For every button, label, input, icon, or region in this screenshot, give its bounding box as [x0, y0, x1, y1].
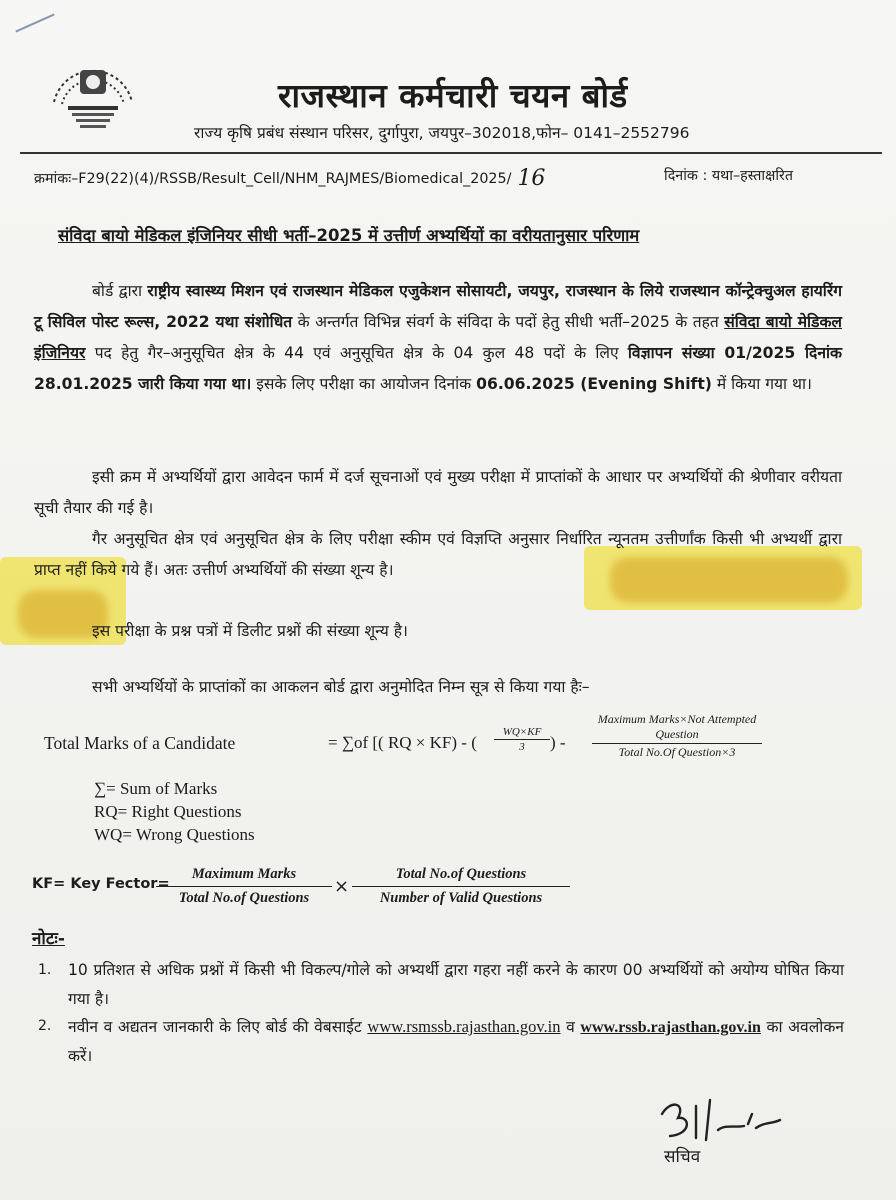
- legend-wq: WQ= Wrong Questions: [94, 825, 255, 844]
- kf1-numerator: Maximum Marks: [156, 866, 332, 887]
- paragraph-4: इस परीक्षा के प्रश्न पत्रों में डिलीट प्रश्नों की संख्या शून्य है।: [92, 622, 408, 640]
- para1-bold: राष्ट्रीय स्वास्थ्य मिशन एवं राजस्थान मेडिकल एजुकेशन सोसायटी, जयपुर, राजस्थान के लिये राजस्थान कॉन्ट्रेक्चुअल हायरिंग टू सिविल पोस्ट रूल्स, 2022 यथा संशोधित: [34, 282, 842, 331]
- notes-heading: नोटः-: [32, 929, 65, 949]
- formula-label: Total Marks of a Candidate: [44, 733, 236, 753]
- legend-rq: RQ= Right Questions: [94, 802, 242, 821]
- exam-date: 06.06.2025 (Evening Shift): [476, 375, 712, 393]
- rssb-logo-icon: [46, 56, 140, 134]
- document-heading: संविदा बायो मेडिकल इंजिनियर सीधी भर्ती–2025 में उत्तीर्ण अभ्यर्थियों का वरीयतानुसार परिणाम: [58, 226, 640, 245]
- board-title: राजस्थान कर्मचारी चयन बोर्ड: [278, 76, 628, 115]
- document-date: दिनांक : यथा–हस्ताक्षरित: [664, 168, 794, 184]
- para1-text: इसके लिए परीक्षा का आयोजन दिनांक: [251, 375, 477, 393]
- kf2-denominator: Number of Valid Questions: [379, 890, 543, 906]
- reference-text: क्रमांकः–F29(22)(4)/RSSB/Result_Cell/NHM_RAJMES/Biomedical_2025/: [34, 171, 512, 187]
- post-name: संविदा बायो मेडिकल इंजिनियर: [34, 313, 842, 362]
- na-denominator: Total No.Of Question×3: [618, 745, 736, 759]
- kf-fraction-2: [352, 866, 570, 907]
- signatory-title: सचिव: [664, 1147, 701, 1167]
- wq-denominator: 3: [519, 741, 525, 753]
- note-number: 1.: [38, 962, 52, 978]
- website-link-2[interactable]: www.rssb.rajasthan.gov.in: [580, 1019, 761, 1036]
- para1-text: के अन्तर्गत विभिन्न संवर्ग के संविदा के पदों हेतु सीधी भर्ती–2025 के तहत: [292, 313, 725, 331]
- note-2: [68, 1012, 844, 1071]
- multiply-sign: ×: [334, 876, 350, 897]
- website-link-1[interactable]: www.rsmssb.rajasthan.gov.in: [367, 1017, 561, 1036]
- note-1: 10 प्रतिशत से अधिक प्रश्नों में किसी भी विकल्प/गोले को अभ्यर्थी द्वारा गहरा नहीं करने के कारण 00 अभ्यर्थियों को अयोग्य घोषित किया गया है।: [68, 961, 844, 1008]
- wq-numerator: WQ×KF: [494, 726, 550, 740]
- na-fraction: [566, 712, 788, 760]
- formula-expression: [328, 733, 477, 753]
- note2-text: व: [560, 1018, 581, 1036]
- formula-mid: ) -: [550, 733, 566, 752]
- para1-text: पद हेतु गैर–अनुसूचित क्षेत्र के 44 एवं अनुसूचित क्षेत्र के 04 कुल 48 पदों के लिए: [85, 344, 628, 362]
- paragraph-1: [34, 276, 842, 400]
- note-number: 2.: [38, 1018, 52, 1034]
- board-address: राज्य कृषि प्रबंध संस्थान परिसर, दुर्गापुरा, जयपुर–302018,फोन– 0141–2552796: [194, 124, 690, 142]
- note2-text: का अवलोकन करें।: [68, 1018, 844, 1065]
- paragraph-2: इसी क्रम में अभ्यर्थियों द्वारा आवेदन फार्म में दर्ज सूचनाओं एवं मुख्य परीक्षा में प्राप्तांकों के आधार पर अभ्यर्थियों की श्रेणीवार वरीयता सूची तैयार की गई है।: [34, 468, 842, 517]
- legend-sum: ∑= Sum of Marks: [94, 779, 218, 798]
- note2-text: नवीन व अद्यतन जानकारी के लिए बोर्ड की वेबसाईट: [68, 1018, 368, 1036]
- reference-number: [34, 166, 545, 191]
- pen-mark: [15, 14, 54, 33]
- paragraph-5: सभी अभ्यर्थियों के प्राप्तांकों का आकलन बोर्ड द्वारा अनुमोदित निम्न सूत्र से किया गया हैः–: [92, 678, 590, 696]
- wq-fraction: [494, 726, 550, 753]
- para1-text: बोर्ड द्वारा: [92, 282, 148, 300]
- para1-text: में किया गया था।: [711, 375, 812, 393]
- header-divider: [20, 152, 882, 154]
- kf-fraction-1: [156, 866, 332, 907]
- formula-main: = ∑of [( RQ × KF) - (: [328, 733, 477, 752]
- paragraph-3: गैर अनुसूचित क्षेत्र एवं अनुसूचित क्षेत्र के लिए परीक्षा स्कीम एवं विज्ञप्ति अनुसार निर्धारित न्यूनतम उत्तीर्णांक किसी भी अभ्यर्थी द्वारा प्राप्त नहीं किये गये हैं। अतः उत्तीर्ण अभ्यर्थियों की संख्या शून्य है।: [34, 530, 842, 579]
- kf-label: KF= Key Fector=: [32, 876, 170, 892]
- kf1-denominator: Total No.of Questions: [178, 890, 310, 906]
- reference-handwritten: 16: [517, 166, 546, 191]
- na-numerator: Maximum Marks×Not Attempted Question: [592, 712, 762, 744]
- advertisement-number: विज्ञापन संख्या 01/2025 दिनांक 28.01.2025 जारी किया गया था।: [34, 344, 842, 393]
- kf2-numerator: Total No.of Questions: [352, 866, 570, 887]
